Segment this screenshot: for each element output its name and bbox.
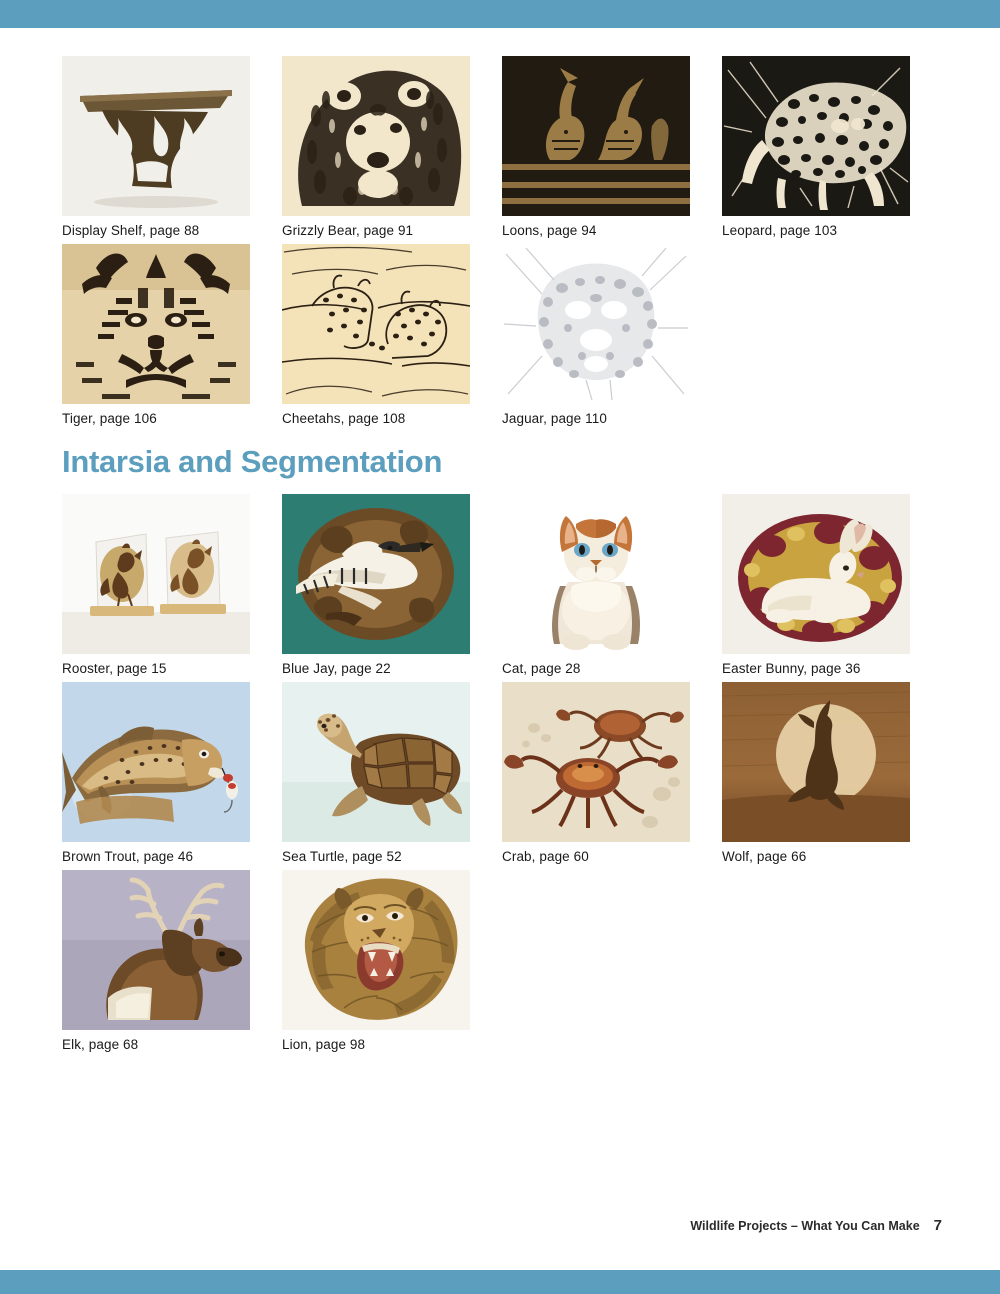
list-item-caption: Tiger, page 106 — [62, 411, 157, 426]
list-item-caption: Grizzly Bear, page 91 — [282, 223, 414, 238]
list-item-caption: Lion, page 98 — [282, 1037, 366, 1052]
list-item-caption: Cat, page 28 — [502, 661, 581, 676]
list-item[interactable] — [62, 494, 282, 676]
list-item-caption: Elk, page 68 — [62, 1037, 139, 1052]
list-item[interactable] — [722, 56, 942, 238]
list-item-caption: Jaguar, page 110 — [502, 411, 607, 426]
list-item-caption: Blue Jay, page 22 — [282, 661, 391, 676]
list-item[interactable] — [62, 244, 282, 426]
gallery-row — [62, 682, 942, 864]
list-item-caption: Brown Trout, page 46 — [62, 849, 194, 864]
page-body — [0, 28, 1000, 1270]
page-footer — [690, 1217, 942, 1234]
list-item-caption: Easter Bunny, page 36 — [722, 661, 861, 676]
project-image-wolf[interactable] — [722, 682, 910, 842]
project-image-lion[interactable] — [282, 870, 470, 1030]
list-item[interactable] — [282, 244, 502, 426]
list-item-caption: Leopard, page 103 — [722, 223, 838, 238]
project-image-tiger[interactable] — [62, 244, 250, 404]
bottom-decorative-band — [0, 1270, 1000, 1294]
project-image-blue-jay[interactable] — [282, 494, 470, 654]
project-image-display-shelf[interactable] — [62, 56, 250, 216]
gallery-row — [62, 244, 942, 426]
list-item-empty — [722, 870, 942, 1052]
list-item[interactable] — [62, 682, 282, 864]
list-item-caption: Rooster, page 15 — [62, 661, 167, 676]
list-item[interactable] — [62, 870, 282, 1052]
project-image-elk[interactable] — [62, 870, 250, 1030]
list-item[interactable] — [282, 56, 502, 238]
project-image-sea-turtle[interactable] — [282, 682, 470, 842]
top-decorative-band — [0, 0, 1000, 28]
list-item[interactable] — [282, 870, 502, 1052]
gallery-row — [62, 870, 942, 1052]
list-item[interactable] — [502, 494, 722, 676]
list-item[interactable] — [722, 494, 942, 676]
section-heading: Intarsia and Segmentation — [62, 444, 443, 479]
list-item-empty — [502, 870, 722, 1052]
list-item[interactable] — [502, 56, 722, 238]
project-image-crab[interactable] — [502, 682, 690, 842]
project-image-jaguar[interactable] — [502, 244, 690, 404]
list-item[interactable] — [282, 682, 502, 864]
list-item[interactable] — [502, 244, 722, 426]
project-image-easter-bunny[interactable] — [722, 494, 910, 654]
page-number: 7 — [933, 1217, 942, 1234]
list-item-caption: Crab, page 60 — [502, 849, 589, 864]
project-image-brown-trout[interactable] — [62, 682, 250, 842]
project-image-rooster[interactable] — [62, 494, 250, 654]
list-item[interactable] — [62, 56, 282, 238]
list-item-caption: Loons, page 94 — [502, 223, 597, 238]
list-item-caption: Cheetahs, page 108 — [282, 411, 406, 426]
project-image-leopard[interactable] — [722, 56, 910, 216]
project-image-loons[interactable] — [502, 56, 690, 216]
list-item-caption: Wolf, page 66 — [722, 849, 807, 864]
gallery-row — [62, 494, 942, 676]
list-item-caption: Display Shelf, page 88 — [62, 223, 200, 238]
list-item[interactable] — [722, 682, 942, 864]
project-gallery — [62, 56, 942, 1058]
project-image-grizzly-bear[interactable] — [282, 56, 470, 216]
project-image-cat[interactable] — [502, 494, 690, 654]
list-item-empty — [722, 244, 942, 426]
gallery-row — [62, 56, 942, 238]
list-item-caption: Sea Turtle, page 52 — [282, 849, 402, 864]
list-item[interactable] — [502, 682, 722, 864]
project-image-cheetahs[interactable] — [282, 244, 470, 404]
list-item[interactable] — [282, 494, 502, 676]
footer-title: Wildlife Projects – What You Can Make — [690, 1219, 920, 1233]
